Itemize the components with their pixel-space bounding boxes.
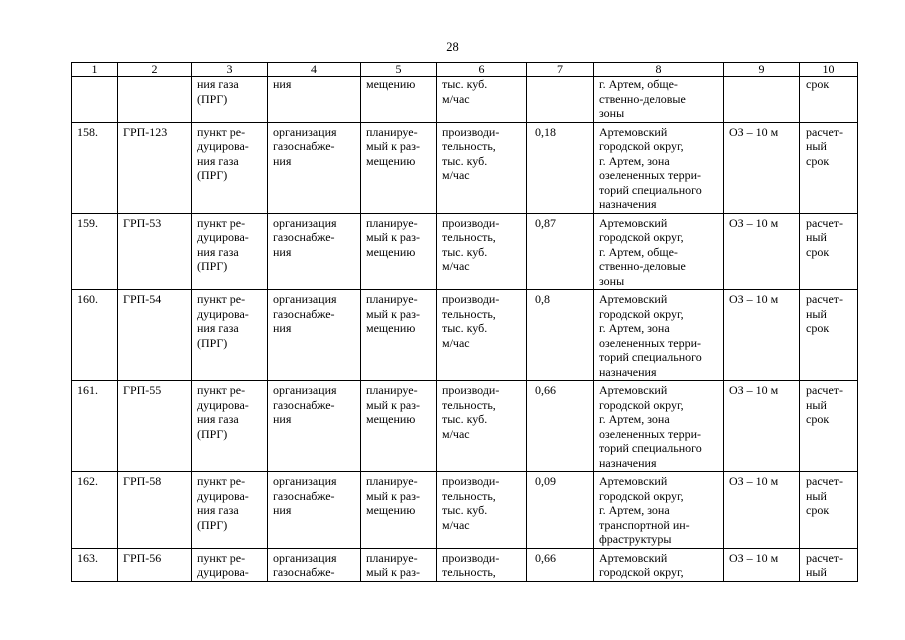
status: планируе- мый к раз- мещению bbox=[366, 383, 420, 426]
object-code: ГРП-56 bbox=[123, 550, 162, 565]
table-row bbox=[72, 472, 858, 549]
table-row bbox=[72, 381, 858, 472]
characteristic-value: 0,66 bbox=[535, 550, 556, 565]
characteristic-name: производи- тельность, тыс. куб. м/час bbox=[442, 292, 500, 350]
deadline: расчет- ный срок bbox=[806, 215, 844, 259]
object-type: пункт ре- дуцирова- ния газа (ПРГ) bbox=[197, 215, 249, 273]
object-code: ГРП-53 bbox=[123, 215, 162, 230]
object-code: ГРП-54 bbox=[123, 292, 162, 306]
purpose: ния bbox=[273, 77, 292, 91]
status: планируе- мый к раз- мещению bbox=[366, 124, 420, 168]
characteristic-value: 0,09 bbox=[535, 474, 556, 488]
row-number: 163. bbox=[77, 550, 98, 565]
object-code: ГРП-55 bbox=[123, 383, 162, 397]
purpose: организация газоснабже- ния bbox=[273, 215, 337, 259]
row-number: 161. bbox=[77, 383, 98, 397]
purpose: организация газоснабже- ния bbox=[273, 474, 337, 517]
protection-zone: ОЗ – 10 м bbox=[729, 474, 779, 488]
characteristic-name: производи- тельность, тыс. куб. м/час bbox=[442, 124, 500, 182]
status: планируе- мый к раз- мещению bbox=[366, 474, 420, 517]
protection-zone: ОЗ – 10 м bbox=[729, 215, 779, 230]
status: планируе- мый к раз- мещению bbox=[366, 215, 420, 259]
column-number-row bbox=[72, 63, 858, 77]
characteristic-name: тыс. куб. м/час bbox=[442, 77, 488, 106]
table-row bbox=[72, 77, 858, 123]
status: планируе- мый к раз- bbox=[366, 550, 420, 579]
deadline: расчет- ный срок bbox=[806, 383, 844, 426]
location: Артемовский городской округ, г. Артем, зона транспортной ин- фраструктуры bbox=[599, 474, 690, 546]
object-type: пункт ре- дуцирова- ния газа (ПРГ) bbox=[197, 124, 249, 182]
characteristic-value: 0,8 bbox=[535, 292, 550, 306]
deadline: расчет- ный срок bbox=[806, 474, 844, 517]
characteristic-name: производи- тельность, тыс. куб. м/час bbox=[442, 215, 500, 273]
object-type: пункт ре- дуцирова- ния газа (ПРГ) bbox=[197, 383, 249, 441]
row-number: 162. bbox=[77, 474, 98, 488]
column-header: 6 bbox=[437, 63, 527, 77]
deadline: расчет- ный срок bbox=[806, 292, 844, 335]
location: г. Артем, обще- ственно-деловые зоны bbox=[599, 77, 686, 120]
characteristic-value: 0,18 bbox=[535, 124, 556, 139]
column-header: 10 bbox=[800, 63, 858, 77]
table-row bbox=[72, 290, 858, 381]
protection-zone: ОЗ – 10 м bbox=[729, 383, 779, 397]
row-number: 158. bbox=[77, 124, 98, 139]
location: Артемовский городской округ, г. Артем, зона озелененных терри- торий специального назначения bbox=[599, 292, 702, 379]
object-code: ГРП-123 bbox=[123, 124, 168, 139]
protection-zone: ОЗ – 10 м bbox=[729, 292, 779, 306]
deadline: расчет- ный bbox=[806, 550, 844, 579]
characteristic-name: производи- тельность, bbox=[442, 550, 500, 579]
column-header: 2 bbox=[118, 63, 192, 77]
row-number: 159. bbox=[77, 215, 98, 230]
deadline: расчет- ный срок bbox=[806, 124, 844, 168]
characteristic-name: производи- тельность, тыс. куб. м/час bbox=[442, 474, 500, 532]
objects-table bbox=[71, 62, 858, 582]
column-header: 7 bbox=[527, 63, 594, 77]
object-type: пункт ре- дуцирова- ния газа (ПРГ) bbox=[197, 292, 249, 350]
location: Артемовский городской округ, bbox=[599, 550, 684, 579]
protection-zone: ОЗ – 10 м bbox=[729, 550, 779, 565]
column-header: 4 bbox=[268, 63, 361, 77]
location: Артемовский городской округ, г. Артем, зона озелененных терри- торий специального назначения bbox=[599, 383, 702, 470]
object-code: ГРП-58 bbox=[123, 474, 162, 488]
page-number: 28 bbox=[446, 40, 459, 54]
table-row bbox=[72, 122, 858, 213]
characteristic-name: производи- тельность, тыс. куб. м/час bbox=[442, 383, 500, 441]
object-type: ния газа (ПРГ) bbox=[197, 77, 239, 106]
column-header: 1 bbox=[72, 63, 118, 77]
column-header: 8 bbox=[594, 63, 724, 77]
object-type: пункт ре- дуцирова- bbox=[197, 550, 249, 579]
table-row bbox=[72, 548, 858, 581]
object-type: пункт ре- дуцирова- ния газа (ПРГ) bbox=[197, 474, 249, 532]
status: мещению bbox=[366, 77, 416, 91]
purpose: организация газоснабже- bbox=[273, 550, 337, 579]
column-header: 5 bbox=[361, 63, 437, 77]
deadline: срок bbox=[806, 77, 830, 91]
row-number: 160. bbox=[77, 292, 98, 306]
table-row bbox=[72, 213, 858, 290]
location: Артемовский городской округ, г. Артем, обще- ственно-деловые зоны bbox=[599, 215, 686, 288]
column-header: 9 bbox=[724, 63, 800, 77]
column-header: 3 bbox=[192, 63, 268, 77]
characteristic-value: 0,87 bbox=[535, 215, 556, 230]
protection-zone: ОЗ – 10 м bbox=[729, 124, 779, 139]
characteristic-value: 0,66 bbox=[535, 383, 556, 397]
status: планируе- мый к раз- мещению bbox=[366, 292, 420, 335]
purpose: организация газоснабже- ния bbox=[273, 292, 337, 335]
purpose: организация газоснабже- ния bbox=[273, 383, 337, 426]
location: Артемовский городской округ, г. Артем, зона озелененных терри- торий специального назначения bbox=[599, 124, 702, 211]
purpose: организация газоснабже- ния bbox=[273, 124, 337, 168]
